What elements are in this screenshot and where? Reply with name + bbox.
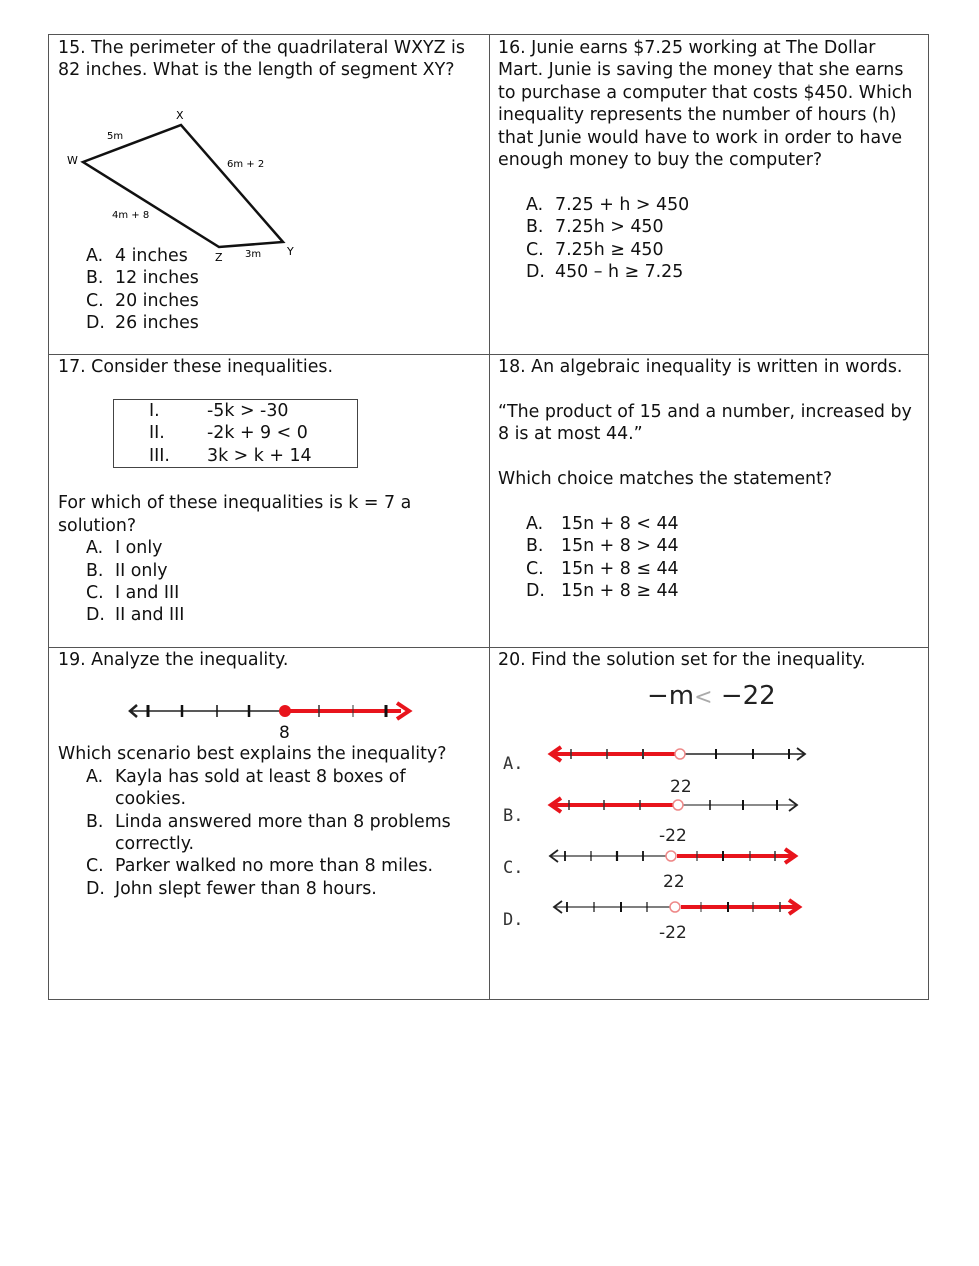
inequality-row: III. 3k > k + 14	[149, 446, 312, 466]
question-16	[489, 35, 930, 354]
choice-a[interactable]: A. 4 inches	[86, 245, 188, 266]
answer-choices	[58, 766, 480, 900]
choice-d[interactable]: D. 26 inches	[86, 313, 199, 334]
question-stem: 20. Find the solution set for the inequality.	[498, 650, 866, 670]
svg-text:5m: 5m	[107, 131, 124, 142]
svg-text:Y: Y	[287, 245, 294, 258]
inequality-row: II. -2k + 9 < 0	[149, 423, 308, 443]
choice-d[interactable]: D. John slept fewer than 8 hours.	[86, 878, 377, 899]
choice-c[interactable]: C. Parker walked no more than 8 miles.	[86, 856, 434, 877]
option-a-label: 22	[670, 777, 692, 797]
svg-text:Z: Z	[215, 251, 223, 264]
option-c-letter: C.	[503, 858, 524, 878]
option-a-letter: A.	[503, 754, 524, 774]
choice-b[interactable]: B. II only	[86, 560, 168, 581]
svg-text:X: X	[176, 109, 184, 122]
choice-a[interactable]: A. I only	[86, 538, 163, 559]
worksheet-table	[48, 34, 929, 1000]
choice-d[interactable]: D. II and III	[86, 605, 185, 626]
answer-choices	[498, 513, 921, 603]
choice-b[interactable]: B. 12 inches	[86, 268, 199, 289]
choice-b[interactable]: B. 7.25h > 450	[526, 217, 664, 238]
choice-b[interactable]: B. Linda answered more than 8 problems correctly.	[86, 811, 451, 855]
quadrilateral-figure	[59, 107, 319, 267]
question-stem: 15. The perimeter of the quadrilateral WXYZ is 82 inches. What is the length of segment XY?	[58, 38, 465, 81]
number-line-8-closed-right	[119, 697, 419, 742]
option-c-number-line[interactable]	[545, 845, 815, 871]
choice-a[interactable]: A. 7.25 + h > 450	[526, 194, 690, 215]
inequality-equation: −m< −22	[647, 681, 776, 711]
question-19	[49, 647, 489, 1000]
svg-text:8: 8	[279, 723, 290, 742]
option-b-number-line[interactable]	[545, 794, 815, 820]
inequality-row: I. -5k > -30	[149, 401, 289, 421]
svg-text:W: W	[67, 154, 78, 167]
svg-text:4m + 8: 4m + 8	[112, 210, 150, 221]
answer-choices	[498, 194, 921, 284]
choice-c[interactable]: C. 7.25h ≥ 450	[526, 239, 664, 260]
question-15	[49, 35, 489, 354]
choice-c[interactable]: C. I and III	[86, 583, 180, 604]
question-quote: “The product of 15 and a number, increased by 8 is at most 44.”	[498, 401, 912, 445]
choice-a[interactable]: A. Kayla has sold at least 8 boxes of cookies.	[86, 766, 406, 810]
choice-c[interactable]: C. 15n + 8 ≤ 44	[526, 558, 679, 579]
option-c-label: 22	[663, 872, 685, 892]
question-prompt: For which of these inequalities is k = 7 a solution?	[58, 493, 412, 536]
choice-a[interactable]: A. 15n + 8 < 44	[526, 513, 679, 534]
choice-c[interactable]: C. 20 inches	[86, 290, 199, 311]
option-d-letter: D.	[503, 910, 524, 930]
choice-d[interactable]: D. 450 – h ≥ 7.25	[526, 262, 684, 283]
question-20	[489, 647, 930, 1000]
option-b-label: -22	[659, 826, 687, 846]
question-17	[49, 354, 489, 647]
answer-choices	[58, 537, 480, 627]
choice-d[interactable]: D. 15n + 8 ≥ 44	[526, 581, 679, 602]
option-d-number-line[interactable]	[545, 896, 815, 922]
question-stem: 16. Junie earns $7.25 working at The Dollar Mart. Junie is saving the money that she earns to purchase a computer that costs $450. Which inequality represents the number of hours (h) that Junie would have to work in order to have enough money to buy the computer?	[498, 38, 913, 171]
option-a-number-line[interactable]	[545, 743, 815, 769]
choice-b[interactable]: B. 15n + 8 > 44	[526, 536, 679, 557]
question-18	[489, 354, 930, 647]
question-stem: 19. Analyze the inequality.	[58, 650, 289, 670]
question-stem: 18. An algebraic inequality is written in words.	[498, 357, 903, 377]
option-d-label: -22	[659, 923, 687, 943]
question-stem: 17. Consider these inequalities.	[58, 357, 333, 377]
option-b-letter: B.	[503, 806, 524, 826]
question-prompt: Which choice matches the statement?	[498, 469, 833, 489]
question-prompt: Which scenario best explains the inequality?	[58, 744, 447, 765]
svg-text:6m + 2: 6m + 2	[227, 159, 265, 170]
svg-text:3m: 3m	[245, 249, 262, 260]
